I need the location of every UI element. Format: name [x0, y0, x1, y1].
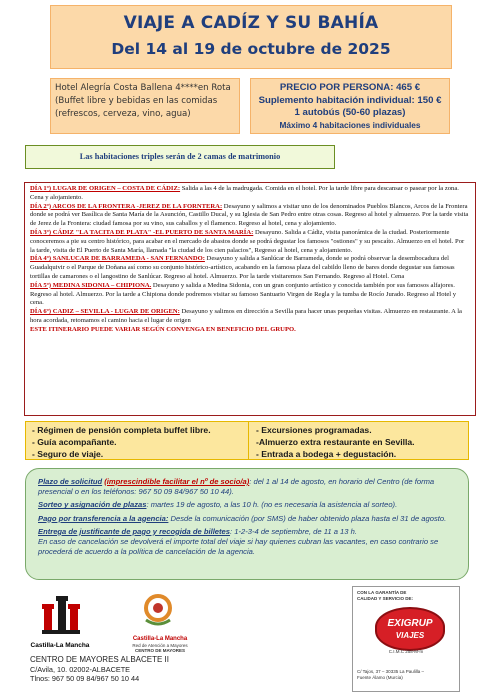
hotel-box [50, 78, 240, 134]
day-text: Desayuno y salida a Medina Sidonia, con un gran conjunto artístico y conocida también por sus famosos alfajores. Regreso al hotel. Almuerzo. Por la tarde a Chipiona donde podremos visitar su famoso Santuario Virgen de Regla y la tumba de Rocío Jurado. Regreso al Hotel y cena. [30, 281, 457, 307]
plazo-note: (imprescindible facilitar el nº de socio/a) [104, 477, 250, 486]
logo2-subtitle: Red de Atención a Mayores [132, 642, 188, 648]
features-box [25, 421, 469, 460]
castilla-la-mancha-logo [30, 590, 90, 648]
features-left [32, 424, 211, 460]
day-text: Desayuno y salimos a visitar uno de los denominados Pueblos Blancos, Arcos de la Frontera donde se podrá ver Basílica de Santa María de la Asunción, Castillo Ducal, y su Iglesia de San Pedro entre otras cosas. Regreso al hotel y almuerzo. Por la tarde visita de Jerez de la Frontera: ciudad famosa por su vino, sus caballos y el flamenco. Regreso al hotel, cena y alojamiento. [30, 202, 469, 228]
agency-guarantee-line1: CON LA GARANTÍA DE [357, 590, 407, 595]
logo2-caption [115, 637, 205, 654]
itinerary-box [24, 182, 476, 416]
itinerary-day [30, 229, 470, 255]
pago-text: Desde la comunicación (por SMS) de haber obtenido plaza hasta el 31 de agosto. [168, 513, 447, 523]
registration-info [25, 468, 469, 580]
logo2-centro: CENTRO DE MAYORES [134, 648, 186, 653]
agency-address [357, 669, 457, 681]
triples-note: Las habitaciones triples serán de 2 camas de matrimonio [25, 145, 335, 169]
entrega-text: : 1-2-3-4 de septiembre, de 11 a 13 h. [230, 526, 357, 536]
agency-guarantee [357, 590, 413, 601]
feature-item: - Guía acompañante. [32, 437, 117, 447]
itinerary-day [30, 185, 470, 203]
sorteo-label: Sorteo y asignación de plazas [38, 500, 147, 510]
plazo-paragraph [38, 477, 458, 497]
feature-item: -Almuerzo extra restaurante en Sevilla. [256, 437, 415, 447]
price-box [250, 78, 450, 134]
sorteo-paragraph [38, 500, 458, 510]
pago-paragraph [38, 514, 458, 524]
max-rooms: Máximo 4 habitaciones individuales [279, 119, 421, 130]
hotel-board: (Buffet libre y bebidas en las comidas [55, 96, 218, 106]
bus-info: 1 autobús (50-60 plazas) [294, 107, 406, 118]
sorteo-text: : martes 19 de agosto, a las 10 h. (no es necesaria la asistencia al sorteo). [146, 500, 398, 510]
pago-label: Pago por transferencia a la agencia: [38, 513, 169, 523]
agency-address-line2: Fuente Álamo (Murcia) [357, 674, 403, 680]
features-divider [248, 422, 249, 459]
page-title: VIAJE A CADÍZ Y SU BAHÍA [123, 13, 379, 33]
logo2-title: Castilla-La Mancha [132, 636, 188, 642]
title-banner [50, 5, 452, 69]
plazo-label: Plazo de solicitud [38, 477, 103, 486]
itinerary-day [30, 308, 470, 326]
itinerary-day [30, 282, 470, 308]
entrega-paragraph [38, 527, 458, 537]
features-right [256, 424, 415, 460]
agency-address-line1: C/ Tajos, 37 – 30335 La Paulilla – [357, 669, 424, 674]
feature-item: - Entrada a bodega + degustación. [256, 449, 397, 459]
agency-guarantee-line2: CALIDAD Y SERVICIO DE: [357, 595, 414, 601]
single-supplement: Suplemento habitación individual: 150 € [258, 94, 442, 106]
cancel-paragraph: En caso de cancelación se devolverá el importe total del viaje si hay quienes cubran las vacantes, en caso contrario se procederá de acuerdo a la política de cancelación de la agencia. [38, 537, 439, 557]
day-title: DÍA 1º) LUGAR DE ORIGEN – COSTA DE CÁDIZ: [30, 185, 181, 192]
agency-name: EXIGRUP [387, 618, 433, 629]
itinerary-day [30, 203, 470, 229]
itinerary-warning: ESTE ITINERARIO PUEDE VARIAR SEGÚN CONVENGA EN BENEFICIO DEL GRUPO. [30, 325, 296, 333]
day-title: DÍA 6º) CADIZ – SEVILLA - LUGAR DE ORIGEN: [30, 308, 180, 316]
exigrup-logo [375, 607, 445, 651]
feature-item: - Régimen de pensión completa buffet libre. [32, 425, 211, 435]
day-title: DÍA 4º) SANLUCAR DE BARRAMEDA - SAN FERNANDO: [30, 255, 205, 263]
centro-name: CENTRO DE MAYORES ALBACETE II [30, 655, 169, 664]
feature-item: - Seguro de viaje. [32, 449, 104, 459]
itinerary-day [30, 255, 470, 281]
day-title: DÍA 5º) MEDINA SIDONIA – CHIPIONA. [30, 281, 152, 289]
day-text: Salida a las 4 de la madrugada. Comida en el hotel. Por la tarde libre para descansar o pasear por la zona. Cena y alojamiento. [30, 185, 459, 201]
price-per-person: PRECIO POR PERSONA: 465 € [279, 82, 421, 93]
centro-phones: Tlnos: 967 50 09 84/967 50 10 44 [30, 674, 140, 683]
agency-sub: VIAJES [395, 631, 425, 640]
day-title: DÍA 2º) ARCOS DE LA FRONTERA -JEREZ DE LA FORNTERA: [30, 202, 223, 210]
trip-dates: Del 14 al 19 de octubre de 2025 [111, 40, 391, 58]
day-text: Desayuno y salida a Sanlúcar de Barrameda, donde se podrá observar la desembocadura del Guadalquivir o el Parque de Doñana así como su conjunto histórico-artístico, acabando en la famosa plaza del cabildo lleno de bares donde degustar sus famosas tortillas de camarones o el langostino de Sanlúcar. Regreso al hotel. Almuerzo. Por la tarde visitaremos San Fernando. Regreso al Hotel. Cena [30, 255, 455, 280]
agency-cicma: C.I.M.C 258-M-m [388, 649, 424, 654]
day-title: DÍA 3º) CÁDIZ "LA TACITA DE PLATA" -EL PUERTO DE SANTA MARÍA: [30, 228, 254, 236]
logo1-caption: Castilla-La Mancha [30, 642, 90, 649]
entrega-label: Entrega de justificante de pago y recogida de billetes [38, 526, 231, 536]
feature-item: - Excursiones programadas. [256, 425, 372, 435]
red-mayores-logo [128, 590, 188, 635]
hotel-drinks: (refrescos, cerveza, vino, agua) [55, 109, 191, 119]
hotel-name: Hotel Alegría Costa Ballena 4****en Rota [55, 83, 231, 93]
centro-contact [30, 655, 169, 684]
agency-box [352, 586, 460, 692]
centro-address: C/Avila, 10. 02002-ALBACETE [30, 664, 131, 674]
day-text: Desayuno y salimos en dirección a Sevilla para hacer unas pequeñas visitas. Almuerzo en restaurante. A la hora acordada, retomamos el camino hacia el lugar de origen [30, 308, 462, 324]
day-text: Desayuno. Salida a Cádiz, visita panorámica de la ciudad. Posteriormente conoceremos a pie su centro histórico, para acabar en el mercado de abastos donde se podrá degustar los famosos "ostiones" y su pescaíto. Almuerzo en el hotel. Por la tarde, visita de El Puerto de Santa María, llamada "la ciudad de los cien palacios", Regreso al hotel, cena y alojamiento. [30, 228, 465, 254]
plazo-text: : del 1 al 14 de agosto, en horario del Centro (de forma presencial o en los teléfonos: 967 50 09 84/967 50 10 44). [38, 477, 435, 497]
